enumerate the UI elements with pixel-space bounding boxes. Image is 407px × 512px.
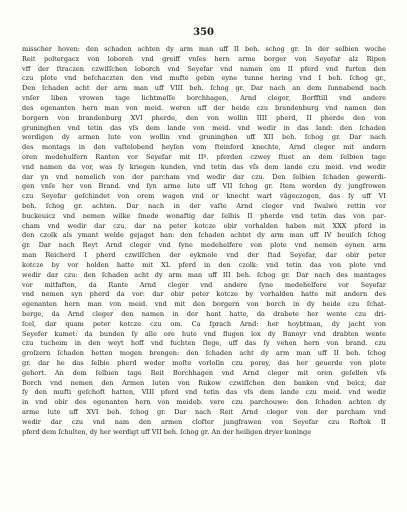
text-line: gruninghen vnd tetin das vſs dem lande von meid. vnd wedir in das land: den ſchaden [22, 123, 386, 132]
text-line: gen vnſe her von Brand. vnd ſyn arme lute uff VII ſchog gr. Item worden dy jungfrowen [22, 182, 386, 191]
text-line: vnd namen da vor, was ſy kriegen kunden, vnd tetin das vſs dem lande czu meid. vnd wedir [22, 162, 386, 171]
text-line: den czolk als ymant welde gejaget han: den ſchaden achtet dy arm man uff IV beuiſch ſchog [22, 231, 386, 240]
text-line: czu plote vnd beſchaczten den vnd mufte gebin eyne tunne hering vnd I beh. ſchog gr., [22, 74, 386, 83]
text-line: misscher hoven: den schaden achten dy arm man uff II beh. schog gr. In der selbien woche [22, 45, 386, 53]
text-line: egenanten hern man von meid. vnd mit den borgern von borch in dy heide czu ſchat- [22, 300, 386, 309]
text-line: vnſer liben vrowen tage lichtmeſſe borchhagen, Arnd cleger, Borfftill vnd andere [22, 94, 386, 103]
text-line: vnd nemen syn pherd da vor: dar obir peter kotcze by vorhalden hatte mit andern des [22, 290, 386, 299]
text-line: ſy den mufti geſchoft hatten, VIII pferd vnd tetin das vſs dem lande czu meid. vnd wedir [22, 388, 386, 397]
text-line: groſzern ſchaden hetten mogen brengen: den ſchaden acht dy arm man uff II beh. ſchog [22, 349, 386, 358]
text-line: beh. ſchog gr. achten. Dar nach in der vaſte Arnd cleger vnd ſwalwe rettin vor [22, 202, 386, 210]
text-line: pferd dem ſchulten, dy her werdigt uff VII beh. ſchog gr. An der heiligen dryer koninge [22, 427, 312, 436]
text-line: oren medehulfern Ranten vor Seyefar mit IIº. pferden czwey ſtuet an dem ſelbien tage [22, 152, 386, 161]
text-line: vor mitfaften, da Rante Arnd cleger vnd andere ſyne medehelfere vor Seyefar [22, 280, 386, 289]
text-line: in vnd obir des egenanten hern von meideb. vere czu parchouwe: den ſchaden achten dy [22, 398, 386, 407]
text-line: Reit poltergacz von loboreh vnd greiff vnſes hern arme borger von Seyefar alz Ripen [22, 54, 386, 63]
text-line: Den ſchaden acht der arm man uff VIII beh. ſchog gr. Dar nach an dem ſunnabend nach [22, 84, 386, 93]
text-line: Seyefer kumet: da bunden ſy alle ore hute vnd flugen lox dy Banoyr vnd drabten wente [22, 329, 386, 338]
text-line: czu tucheim in den weyt hoff vnd fuchten ſlege, uff das ſy vehen hern von brand. czu [22, 339, 386, 348]
text-line: des egenanten hern man von meid. weren uff der heide czu brandenburg vnd namen den [22, 103, 386, 112]
text-line: gr. dar he das ſelbie pherd weder moſte vorloſin czu porey, das her geuerde von plote [22, 359, 386, 367]
text-line: ſcel, dar quam peter kotcze czu om. Ca ſprach Arnd: her hoybtman, dy jacht von [22, 319, 386, 328]
text-line: kotcze by vor holden hatte mit XL pferd in den czolk: vnd tetin das von plote vnd [22, 260, 386, 269]
text-line: berge, da Arnd cleger den namen in der hant hatte, da drabete her wente czu dri- [22, 309, 386, 318]
text-line: gehort. An dem ſelbien tage Reit Borchhagen vnd Arnd cleger mit oren geſellen vſs [22, 368, 386, 377]
text-line: buckeuicz vnd nemen wilke ſmede wonaftig dar ſelbis II pherde vnd tetin das von par- [22, 211, 386, 220]
text-line: arme lute uff XVI beh. ſchog gr. Dar nach Reit Arnd cleger von der parcham vnd [22, 408, 386, 417]
page-number: 350 [193, 27, 214, 38]
text-line: wedir dar czu vnd nam den armen clofter jungfrawen von Seyefar czu Roftok II [22, 417, 386, 426]
body-text [22, 45, 386, 438]
text-line: wedir dar czu: den ſchaden acht dy arm man uff III beh. ſchog gr. Dar nach des mantages [22, 270, 386, 279]
text-line: cham vnd wedir dar czu, dar na peter kotcze obir vorhalden haben mit XXX pferd in [22, 221, 386, 230]
text-line: werdigen dy armen lute von wollin vnd gruninghen uff XII beh. ſchog gr. Dar nach [22, 133, 386, 142]
text-line: borgern von brandenburg XVI pherde, den von wollin IIII pherd, II pherde den von [22, 113, 386, 122]
text-line: man Reicherd I pherd czwiſſchen der eykmole vnd der ſtad Seyefar, dar obir peter [22, 251, 386, 260]
text-line: dar yn vnd nemelich von der parcham vnd wedir dar czu. Den ſelbien ſchaden gewerdi- [22, 172, 386, 181]
text-line: gr. Dar nach Reyt Arnd cleger vnd ſyne medehelfere von plote vnd nemen eynen arm [22, 241, 386, 250]
text-line: Borch vnd nemen den Armen luten von Rukow czwiſſchen den banken vnd belcz, dar [22, 378, 386, 387]
text-line: des montags in den vaſtelobend heyſen vom ſteinford knechte, Arnd cleger mit andern [22, 143, 386, 152]
text-line: vff der ſtraczen czwiſſchen loborch vnd Seyefar vnd namen om II pferd vnd furten den [22, 64, 386, 73]
text-line: czu Seyefar geſchindet von orem wagen vnd or knecht wart vâgeczogen, das ſy uff VI [22, 192, 386, 201]
